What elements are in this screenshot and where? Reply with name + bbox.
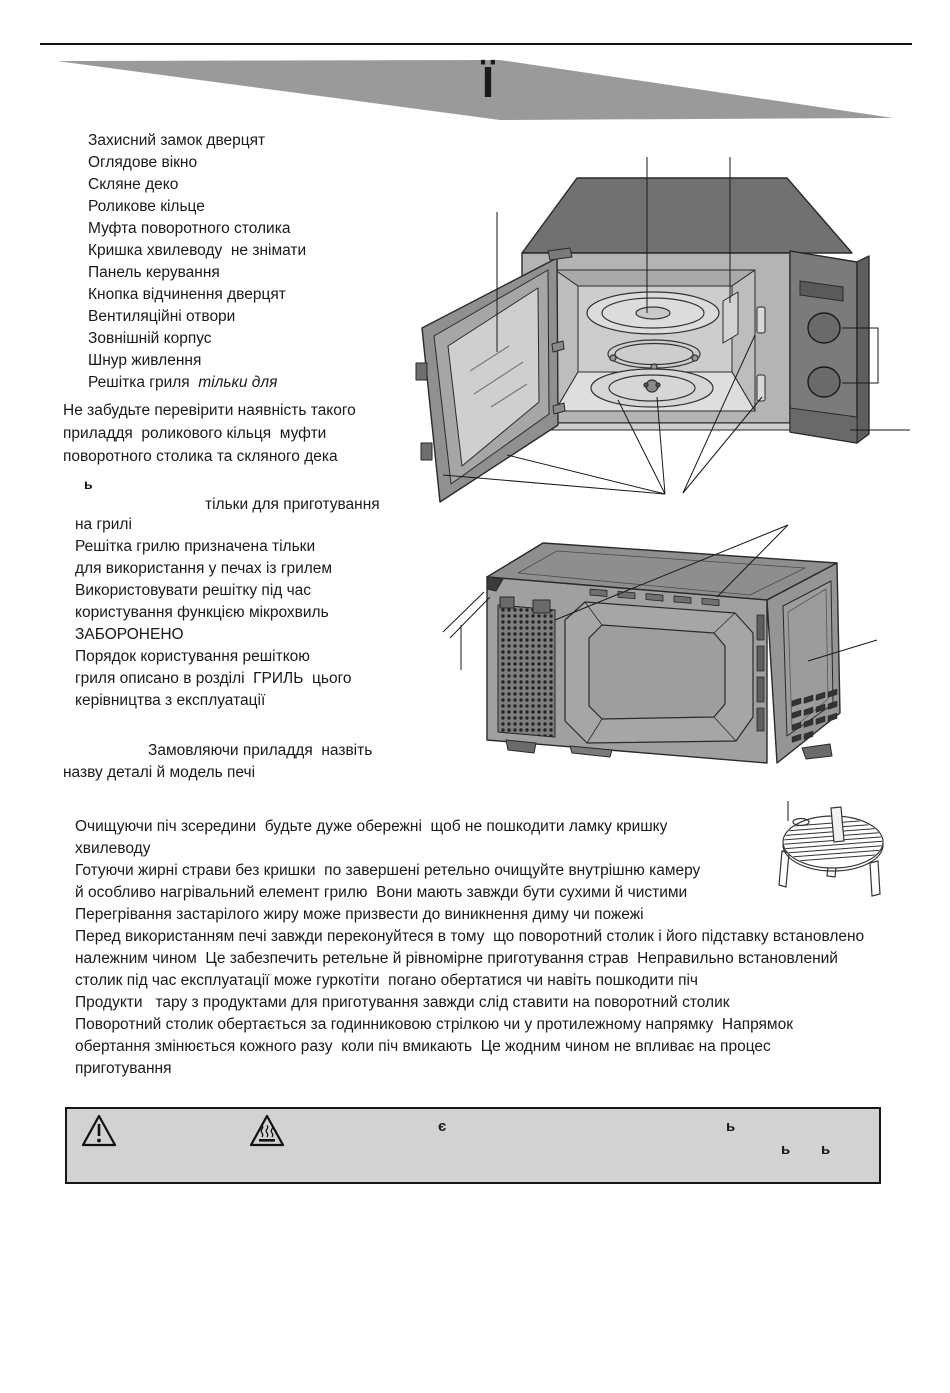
note-line: для використання у печах із грилем [75, 560, 333, 577]
care-note-line: хвилеводу [75, 840, 151, 857]
note-line: Використовувати решітку під час [75, 582, 312, 599]
stray-letter: є [438, 1118, 447, 1135]
microwave-back-diagram [440, 505, 920, 805]
door-latch-slot [757, 307, 765, 333]
parts-list-item: Скляне деко [88, 176, 179, 193]
note-line: ЗАБОРОНЕНО [75, 626, 184, 643]
hot-surface-icon [249, 1114, 285, 1148]
order-note-line1: Замовляючи приладдя назвіть [148, 742, 373, 759]
parts-list-item: Кришка хвилеводу не знімати [88, 242, 307, 259]
parts-list-item: Панель керування [88, 264, 220, 281]
parts-list-item: Муфта поворотного столика [88, 220, 291, 237]
oven-top-face [522, 178, 852, 253]
note-line: на грилі [75, 516, 132, 533]
control-panel [790, 251, 869, 443]
timer-knob [808, 367, 840, 397]
care-note-line: Перед використанням печі завжди переконуйтеся в тому що поворотний столик і його підставку встановлено [75, 928, 865, 945]
care-note-line: приготування [75, 1060, 172, 1077]
door-latch-slot [757, 375, 765, 401]
stray-letter: ь [726, 1118, 736, 1135]
rack-center-post [831, 807, 844, 842]
note-line: керівництва з експлуатації [75, 692, 266, 709]
parts-list-item: Роликове кільце [88, 198, 205, 215]
care-note-line: й особливо нагрівальний елемент грилю Вони мають завжди бути сухими й чистими [75, 884, 688, 901]
rack-leg [870, 861, 880, 896]
care-note-line: Готуючи жирні страви без кришки по завершені ретельно очищуйте внутрішню камеру [75, 862, 701, 879]
warning-triangle-icon [81, 1114, 117, 1148]
care-note-line: Очищуючи піч зсередини будьте дуже обережні щоб не пошкодити ламку кришку [75, 818, 668, 835]
care-note-line: Продукти тару з продуктами для приготування завжди слід ставити на поворотний столик [75, 994, 730, 1011]
page-title: Ї [481, 58, 495, 107]
parts-item-italic-text: тільки для [198, 374, 278, 391]
note-line: приладдя роликового кільця муфти [63, 425, 327, 442]
door-hinge [416, 363, 427, 380]
parts-list-item: Вентиляційні отвори [88, 308, 236, 325]
care-note-line: Поворотний столик обертається за годинниковою стрілкою чи у протилежному напрямку Напрямок [75, 1016, 793, 1033]
grill-note [75, 514, 352, 712]
note-line: Решітка грилю призначена тільки [75, 538, 316, 555]
parts-list-item: Кнопка відчинення дверцят [88, 286, 286, 303]
parts-list-item: Зовнішній корпус [88, 330, 212, 347]
parts-item-text: Решітка гриля [88, 374, 199, 391]
turntable-recess-and-coupling [591, 369, 713, 407]
glass-tray [587, 292, 719, 334]
parts-list-item: Оглядове вікно [88, 154, 198, 171]
parts-list [88, 130, 306, 394]
parts-list-item: Захисний замок дверцят [88, 132, 266, 149]
stray-letter: ь [781, 1141, 791, 1158]
oven-door-open [416, 248, 572, 502]
care-notes [75, 816, 864, 1080]
microwave-front-open-diagram [410, 145, 950, 525]
stray-letter: ь [84, 476, 93, 492]
care-note-line: Перегрівання застарілого жиру може призвести до виникнення диму чи пожежі [75, 906, 644, 923]
door-hinge [421, 443, 432, 460]
parts-list-item: Шнур живлення [88, 352, 202, 369]
care-note-line: столик під час експлуатації може гуркотіти погано обертатися чи навіть пошкодити піч [75, 972, 698, 989]
note-line: Не забудьте перевірити наявність такого [63, 402, 356, 419]
grill-note-indent-line: тільки для приготування [205, 496, 380, 513]
parts-list-item [88, 372, 306, 394]
stray-letter: ь [821, 1141, 831, 1158]
note-line: поворотного столика та скляного дека [63, 448, 338, 465]
grill-rack-diagram [770, 795, 940, 910]
note-line: Порядок користування решіткою [75, 648, 310, 665]
note-line: гриля описано в розділі ГРИЛЬ цього [75, 670, 352, 687]
power-knob [808, 313, 840, 343]
order-note-line2: назву деталі й модель печі [63, 764, 256, 781]
accessories-check-note [63, 399, 356, 468]
care-note-line: належним чином Це забезпечить ретельне й рівномірне приготування страв Неправильно встановлений [75, 950, 838, 967]
foot [802, 744, 832, 759]
warning-box [65, 1107, 881, 1184]
note-line: користування функцією мікрохвиль [75, 604, 329, 621]
care-note-line: обертання змінюється кожного разу коли піч вмикають Це жодним чином не впливає на процес [75, 1038, 771, 1055]
